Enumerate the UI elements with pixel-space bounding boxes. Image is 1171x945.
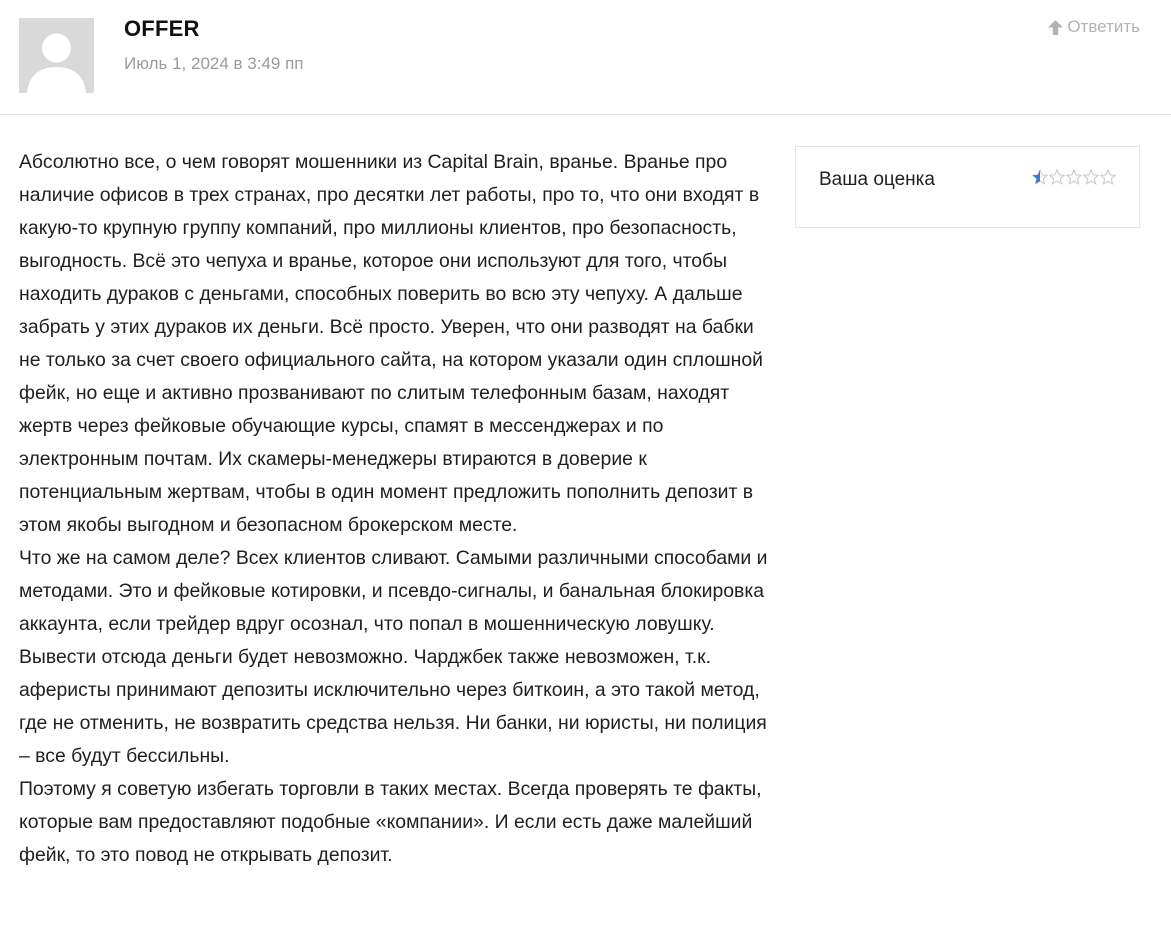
star-icon[interactable] <box>1100 169 1116 185</box>
comment-paragraph: Абсолютно все, о чем говорят мошенники из Capital Brain, вранье. Вранье про наличие офисов в трех странах, про десятки лет работы, про то, что они входят в какую-то крупную группу компаний, про миллионы клиентов, про безопасность, выгодность. Всё это чепуха и вранье, которое они используют для того, чтобы находить дураков с деньгами, способных поверить во всю эту чепуху. А дальше забрать у этих дураков их деньги. Всё просто. Уверен, что они разводят на бабки не только за счет своего официального сайта, на котором указали один сплошной фейк, но еще и активно прозванивают по слитым телефонным базам, находят жертв через фейковые обучающие курсы, спамят в мессенджерах и по электронным почтам. Их скамеры-менеджеры втираются в доверие к потенциальным жертвам, чтобы в один момент предложить пополнить депозит в этом якобы выгодном и безопасном брокерском месте. <box>19 151 764 536</box>
comment-paragraph: Поэтому я советую избегать торговли в таких местах. Всегда проверять те факты, которые вам предоставляют подобные «компании». И если есть даже малейший фейк, то это повод не открывать депозит. <box>19 778 762 866</box>
comment-date: Июль 1, 2024 в 3:49 пп <box>124 54 304 73</box>
rating-box <box>795 146 1140 228</box>
star-icon[interactable] <box>1066 169 1082 185</box>
default-avatar-icon <box>19 18 94 93</box>
arrow-up-icon <box>1047 19 1064 36</box>
avatar <box>19 18 94 93</box>
comment-paragraph: Что же на самом деле? Всех клиентов сливают. Самыми различными способами и методами. Это и фейковые котировки, и псевдо-сигналы, и банальная блокировка аккаунта, если трейдер вдруг осознал, что попал в мошенническую ловушку. Вывести отсюда деньги будет невозможно. Чарджбек также невозможен, т.к. аферисты принимают депозиты исключительно через биткоин, а это такой метод, где не отменить, не возвратить средства нельзя. Ни банки, ни юристы, ни полиция – все будут бессильны. <box>19 547 768 767</box>
star-icon[interactable] <box>1083 169 1099 185</box>
rating-label: Ваша оценка <box>819 169 935 190</box>
star-icon[interactable] <box>1032 169 1048 185</box>
reply-label: Ответить <box>1067 17 1140 36</box>
reply-button[interactable] <box>1047 17 1140 37</box>
rating-stars[interactable] <box>1032 169 1116 185</box>
star-icon[interactable] <box>1049 169 1065 185</box>
comment-header <box>0 0 1171 115</box>
comment-body <box>19 146 769 872</box>
comment-author: OFFER <box>124 16 200 41</box>
